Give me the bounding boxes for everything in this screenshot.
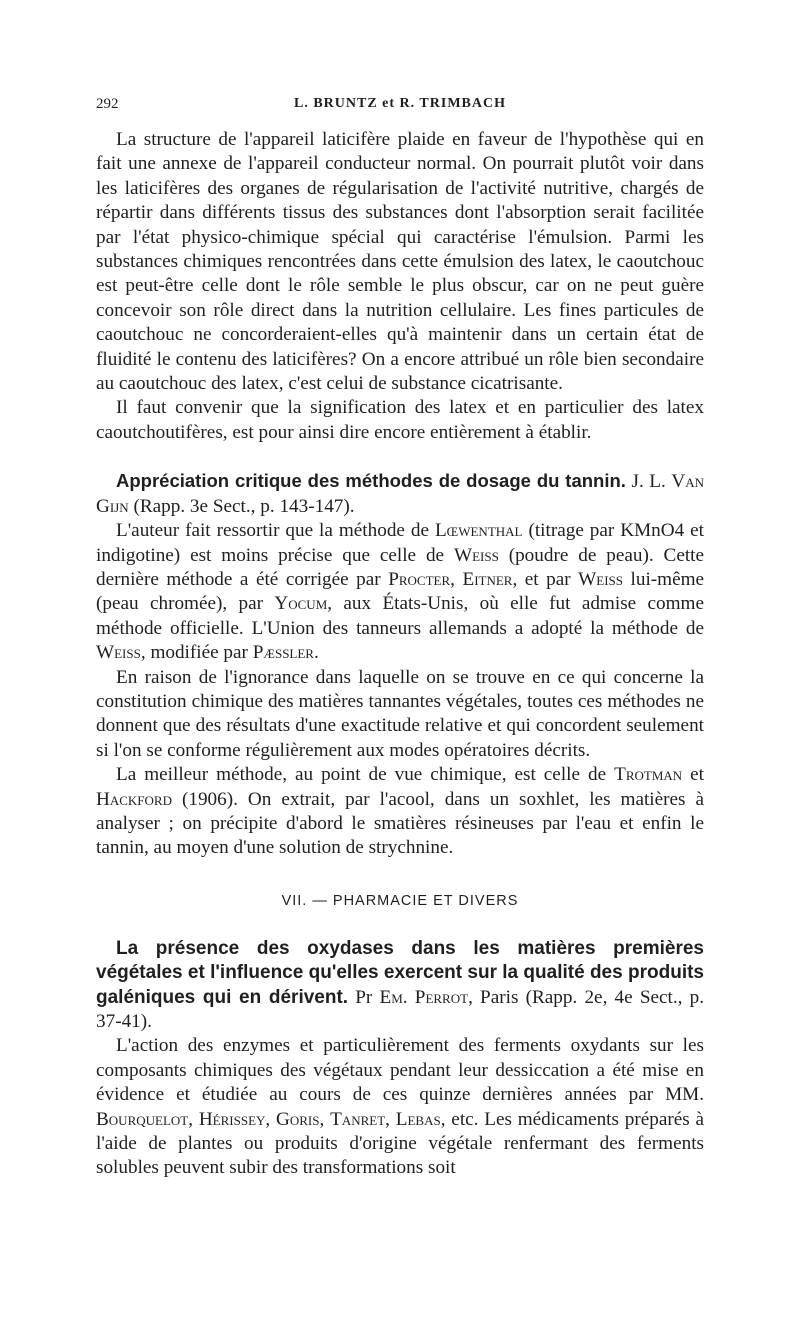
intro-paragraph-2: Il faut convenir que la signification des latex et en particulier des latex caoutchoutifères, est pour ainsi dire encore entièrement à établir. [96, 397, 704, 443]
text-run: (1906). On extrait, par l'acool, dans un soxhlet, les matières à analyser ; on précipite d'abord le smatières résineuses par l'eau et enfin le tannin, au moyen d'une solution de strychnine. [96, 788, 705, 859]
text-run: La meilleur méthode, au point de vue chimique, est celle de [116, 764, 607, 786]
article-1 [96, 469, 704, 861]
article-2 [96, 937, 704, 1181]
section-heading: VII. — PHARMACIE ET DIVERS [281, 892, 519, 909]
article-1-paragraph-2: En raison de l'ignorance dans laquelle on se trouve en ce qui concerne la constitution chimique des matières tannantes végétales, toutes ces méthodes ne donnent que des résultats d'une exactitude relative et qui concordent seulement si l'on se conforme régulièrement aux modes opératoires décrits. [96, 666, 704, 761]
page-number: 292 [96, 96, 119, 112]
article-2-paragraph-1: L'action des enzymes et particulièrement des ferments oxydants sur les composants chimiques des végétaux pendant leur dessiccation a été mise en évidence et étudiée au cours de ces quinze dernières années par MM. Bourquelot, Hérissey, Goris, Tanret, Lebas, etc. Les médicaments préparés à l'aide de plantes ou produits d'origine végétale renfermant des ferments solubles peuvent subir des transformations soit [96, 1035, 705, 1179]
text-run: (titrage par KMnO4 et indigotine) est moins précise que celle de [96, 520, 704, 566]
intro-paragraph-1: La structure de l'appareil laticifère plaide en faveur de l'hypothèse qui en fait une annexe de l'appareil conducteur normal. On pourrait plutôt voir dans les laticifères des organes de régularisation de l'activité nutritive, chargés de répartir dans différents tissus des substances dont l'absorption serait facilitée par l'état physico-chimique spécial qui caractérise l'émulsion. Parmi les substances chimiques rencontrées dans cette émulsion des latex, le caoutchouc est peut-être celle dont le rôle semble le plus obscur, car on ne peut guère concevoir son rôle direct dans la nutrition cellulaire. Les fines particules de caoutchouc ne concorderaient-elles qu'à maintenir dans un certain état de fluidité le contenu des laticifères? On a encore attribué un rôle bien secondaire au caoutchouc des latex, c'est celui de substance cicatrisante. [96, 129, 704, 395]
page-header [96, 96, 704, 120]
article-1-paragraph-1: L'auteur fait ressortir que la méthode de Lœwenthal (titrage par KMnO4 et indigotine) est moins précise que celle de Weiss (poudre de peau). Cette dernière méthode a été corrigée par Procter, Eitner, et par Weiss lui-même (peau chromée), par Yocum, aux États-Unis, où elle fut admise comme méthode officielle. L'Union des tanneurs allemands a adopté la méthode de Weiss, modifiée par Pæssler. [96, 520, 705, 664]
author-name: Bourquelot [96, 1108, 189, 1130]
page-body [96, 128, 704, 1181]
article-2-heading: La présence des oxydases dans les matières premières végétales et l'influence qu'elles exercent sur la qualité des produits galéniques qui en dérivent. Pr Em. Perrot, Paris (Rapp. 2e, 4e Sect., p. 37-41). [96, 937, 705, 1032]
text-run: L'auteur fait ressortir que la méthode de [116, 520, 429, 542]
article-1-author: Van Gijn [96, 471, 705, 517]
article-2-author-prefix: Pr [355, 986, 373, 1008]
author-name: Hackford [96, 788, 172, 810]
author-name: Weiss [96, 642, 141, 664]
running-title: L. BRUNTZ et R. TRIMBACH [294, 96, 506, 111]
author-name: Eitner [462, 568, 513, 590]
article-2-author: Em. Perrot [379, 986, 469, 1008]
article-1-title: Appréciation critique des méthodes de dosage du tannin. [116, 470, 626, 492]
text-run: L'action des enzymes et particulièrement des ferments oxydants sur les composants chimiques des végétaux pendant leur dessiccation a été mise en évidence et étudiée au cours de ces quinze dernières années par MM. [96, 1035, 704, 1106]
article-1-author-prefix: J. L. [631, 471, 666, 493]
article-2-title: La présence des oxydases dans les matières premières végétales et l'influence qu'elles exercent sur la qualité des produits galéniques qui en dérivent. [96, 937, 704, 1008]
author-name: Tanret [330, 1108, 386, 1130]
article-1-reference: (Rapp. 3e Sect., p. 143-147). [133, 495, 355, 517]
author-name: Procter [388, 568, 451, 590]
author-name: Weiss [453, 544, 499, 566]
text-run: (poudre de peau). Cette dernière méthode a été corrigée par [96, 544, 705, 590]
author-name: Trotman [614, 764, 683, 786]
author-name: Goris [276, 1108, 320, 1130]
author-name: Lebas [395, 1108, 441, 1130]
text-run: aux États-Unis, où elle fut admise comme méthode officielle. L'Union des tanneurs allemands a adopté la méthode de [96, 593, 704, 639]
author-name: Pæssler [252, 642, 314, 664]
text-run: etc. Les médicaments préparés à l'aide de plantes ou produits d'origine végétale renfermant des ferments solubles peuvent subir des transformations soit [96, 1108, 705, 1179]
article-1-paragraph-3 [96, 763, 704, 861]
text-run: lui-même (peau chromée), par [96, 568, 705, 615]
article-2-reference: Paris (Rapp. 2e, 4e Sect., p. 37-41). [96, 986, 705, 1032]
author-name: Hérissey [198, 1108, 266, 1130]
text-run: et par [524, 568, 571, 590]
author-name: Weiss [578, 568, 623, 590]
author-name: Lœwenthal [434, 520, 523, 542]
article-1-heading [96, 469, 704, 519]
author-name: Yocum [274, 593, 328, 615]
text-run: modifiée par [150, 642, 248, 664]
text-run: et [690, 764, 705, 786]
